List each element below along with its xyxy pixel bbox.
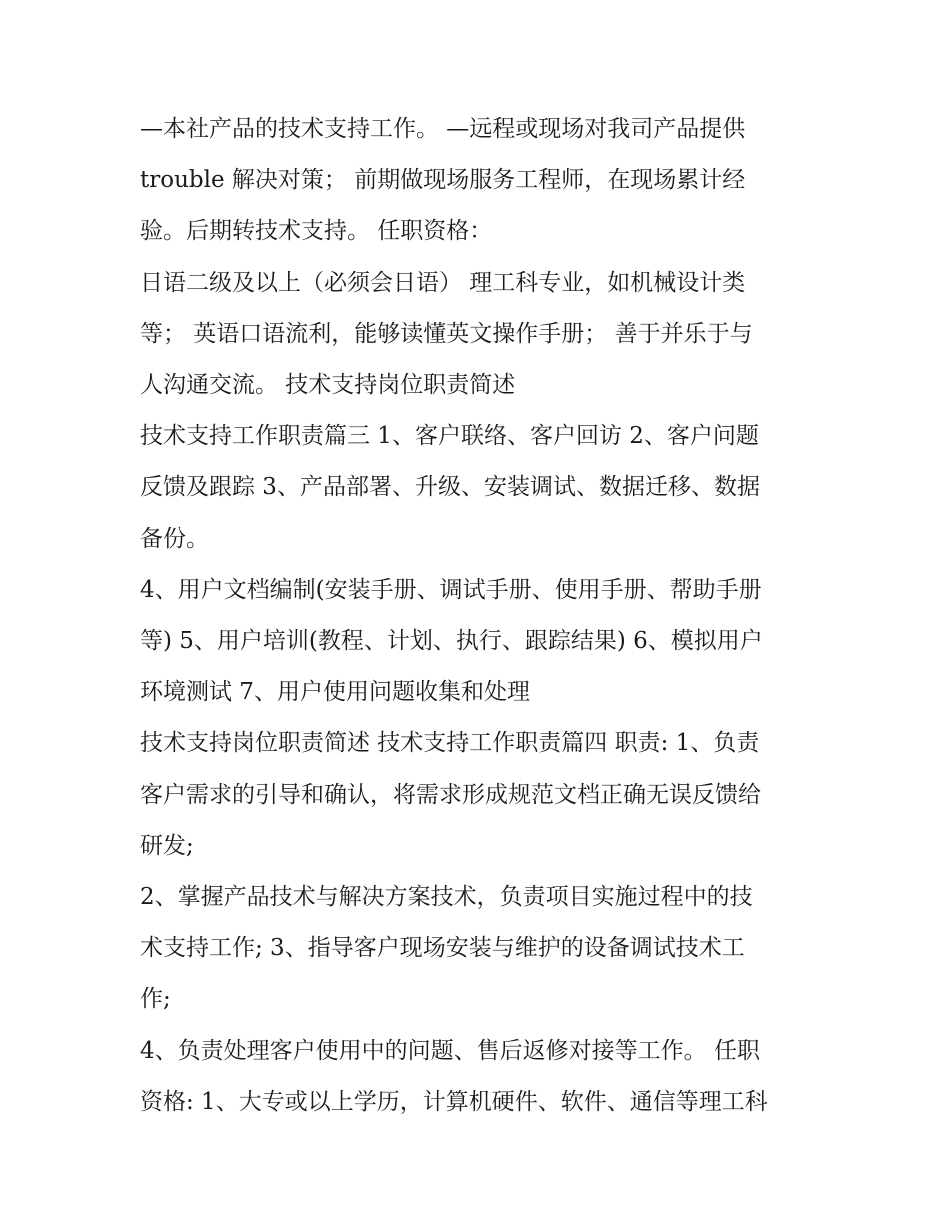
text-line: —本社产品的技术支持工作。 —远程或现场对我司产品提供 (140, 116, 746, 142)
text-line: trouble 解决对策； 前期做现场服务工程师，在现场累计经 (140, 167, 746, 194)
text-line: 资格: 1、大专或以上学历，计算机硬件、软件、通信等理工科 (140, 1088, 768, 1115)
document-body (140, 104, 820, 1128)
text-line: 作; (140, 986, 171, 1013)
text-line: 日语二级及以上（必须会日语） 理工科专业，如机械设计类 (140, 269, 746, 296)
text-line: 技术支持工作职责篇三 1、客户联络、客户回访 2、客户问题 (140, 423, 759, 450)
text-line: 等； 英语口语流利，能够读懂英文操作手册； 善于并乐于与 (140, 320, 753, 347)
text-line: 客户需求的引导和确认，将需求形成规范文档正确无误反馈给 (140, 781, 761, 808)
paragraph-duty-two-three (140, 872, 820, 1026)
paragraph-duty-four-qualifications (140, 1026, 820, 1128)
paragraph-requirements (140, 258, 820, 412)
text-line: 研发; (140, 832, 194, 859)
text-line: 验。后期转技术支持。 任职资格： (140, 218, 493, 245)
paragraph-job-duties (140, 104, 820, 258)
text-line: 4、负责处理客户使用中的问题、售后返修对接等工作。 任职 (140, 1037, 760, 1064)
text-line: 反馈及跟踪 3、产品部署、升级、安装调试、数据迁移、数据 (140, 474, 760, 501)
text-line: 环境测试 7、用户使用问题收集和处理 (140, 679, 530, 706)
text-line: 等) 5、用户培训(教程、计划、执行、跟踪结果) 6、模拟用户 (140, 628, 763, 655)
text-line: 备份。 (140, 525, 209, 552)
text-line: 术支持工作; 3、指导客户现场安装与维护的设备调试技术工 (140, 935, 745, 962)
text-line: 2、掌握产品技术与解决方案技术，负责项目实施过程中的技 (140, 884, 753, 911)
paragraph-duties-part-three (140, 411, 820, 565)
text-line: 技术支持岗位职责简述 技术支持工作职责篇四 职责: 1、负责 (140, 730, 760, 757)
paragraph-duties-list-continued (140, 565, 820, 719)
text-line: 4、用户文档编制(安装手册、调试手册、使用手册、帮助手册 (140, 576, 762, 603)
paragraph-duties-part-four (140, 718, 820, 872)
text-line: 人沟通交流。 技术支持岗位职责简述 (140, 372, 516, 399)
